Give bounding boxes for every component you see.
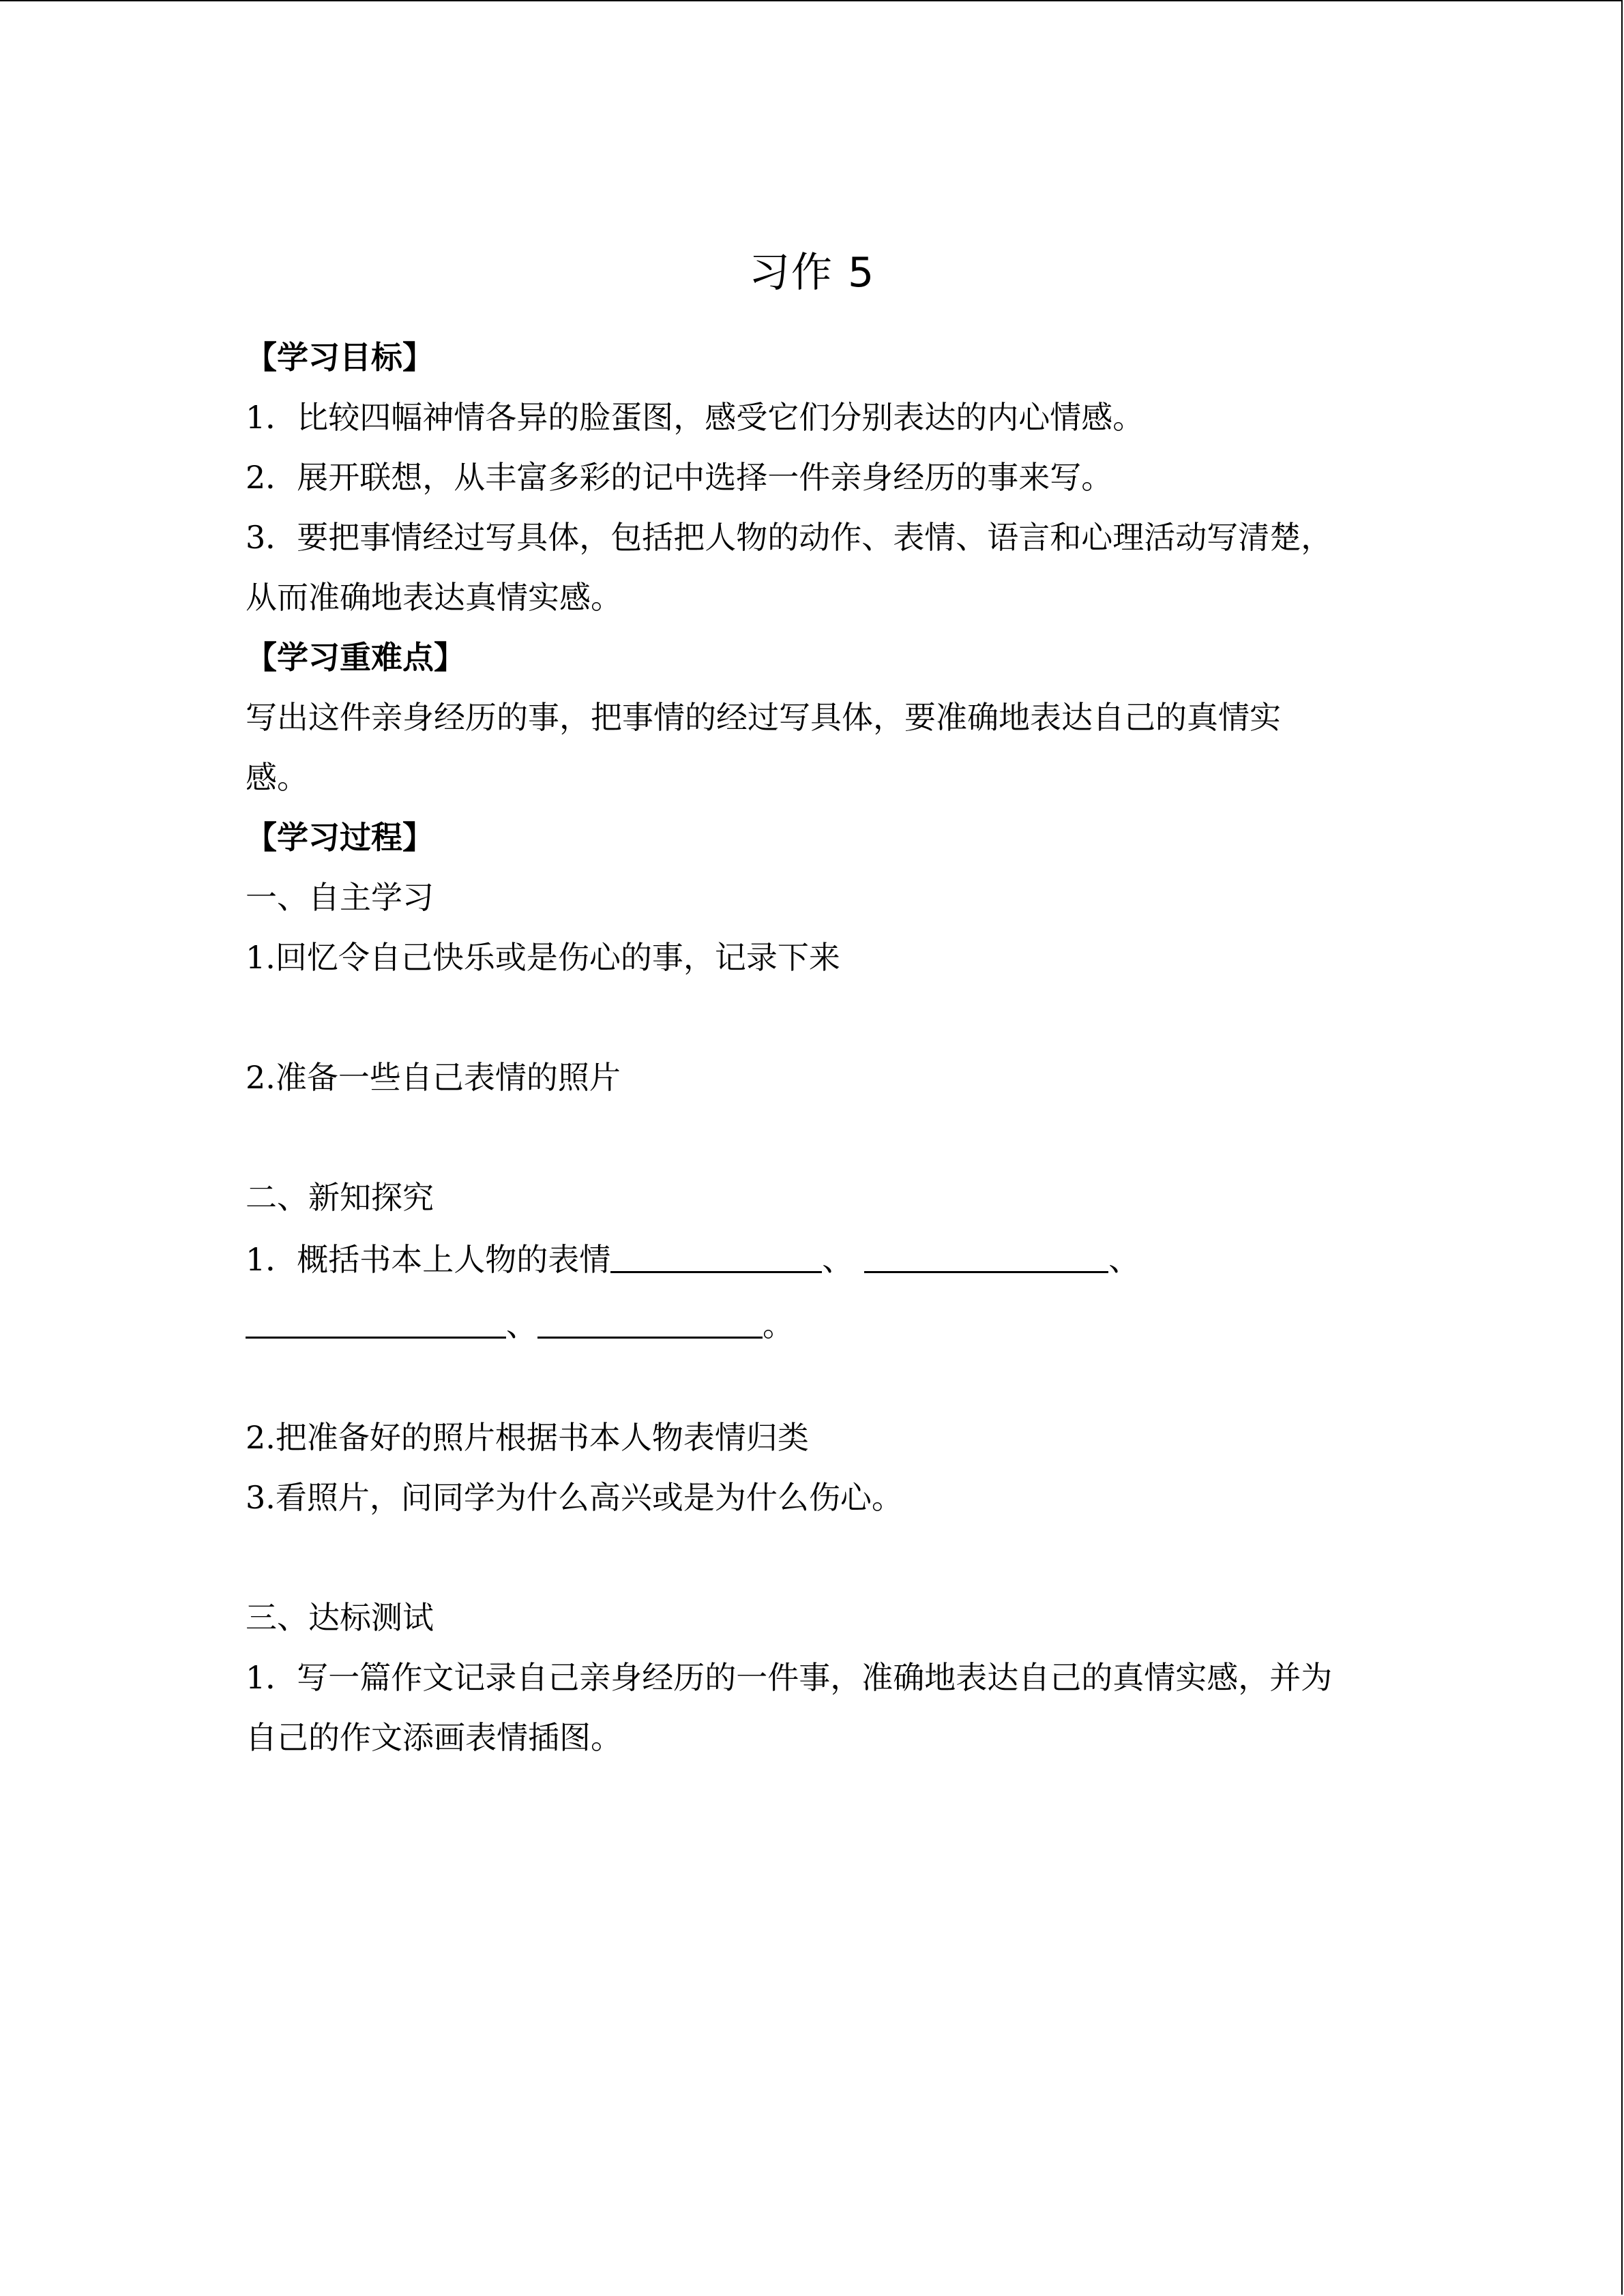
difficulty-text-line-1: 写出这件亲身经历的事，把事情的经过写具体，要准确地表达自己的真情实 [246,699,1281,736]
part1-item-2: 2.准备一些自己表情的照片 [246,1059,621,1096]
blank-separator: 、 [506,1307,537,1343]
part1-heading: 一、自主学习 [246,879,434,916]
blank-end-mark: 。 [763,1307,794,1343]
part3-item-1: 1．写一篇作文记录自己亲身经历的一件事，准确地表达自己的真情实感，并为 [246,1659,1333,1696]
part2-item-2: 2.把准备好的照片根据书本人物表情归类 [246,1419,809,1456]
goal-item-2: 2．展开联想，从丰富多彩的记中选择一件亲身经历的事来写。 [246,459,1113,496]
document-title: 习作 5 [748,249,876,297]
fill-blank-1[interactable] [610,1238,822,1273]
fill-blank-2[interactable] [864,1238,1108,1273]
heading-learning-process: 【学习过程】 [246,819,434,856]
difficulty-text-line-2: 感。 [246,759,308,796]
goal-item-3: 3．要把事情经过写具体，包括把人物的动作、表情、语言和心理活动写清楚， [246,519,1333,556]
heading-learning-goals: 【学习目标】 [246,339,434,376]
part1-item-1: 1.回忆令自己快乐或是伤心的事，记录下来 [246,939,840,976]
heading-key-difficulties: 【学习重难点】 [246,639,465,676]
blank-separator: 、 [822,1241,854,1278]
goal-item-3-continued: 从而准确地表达真情实感。 [246,579,622,616]
fill-blank-4[interactable] [537,1304,763,1339]
part2-item-1-prefix: 1．概括书本上人物的表情 [246,1241,611,1278]
blank-separator: 、 [1108,1241,1140,1278]
part2-item-3: 3.看照片，问同学为什么高兴或是为什么伤心。 [246,1479,903,1516]
part3-item-1-continued: 自己的作文添画表情插图。 [246,1719,622,1756]
goal-item-1: 1．比较四幅神情各异的脸蛋图，感受它们分别表达的内心情感。 [246,399,1145,436]
part3-heading: 三、达标测试 [246,1599,434,1636]
part2-item-1-continued [246,1301,794,1347]
part2-heading: 二、新知探究 [246,1179,434,1216]
part2-item-1 [246,1236,1140,1281]
fill-blank-3[interactable] [246,1304,506,1339]
